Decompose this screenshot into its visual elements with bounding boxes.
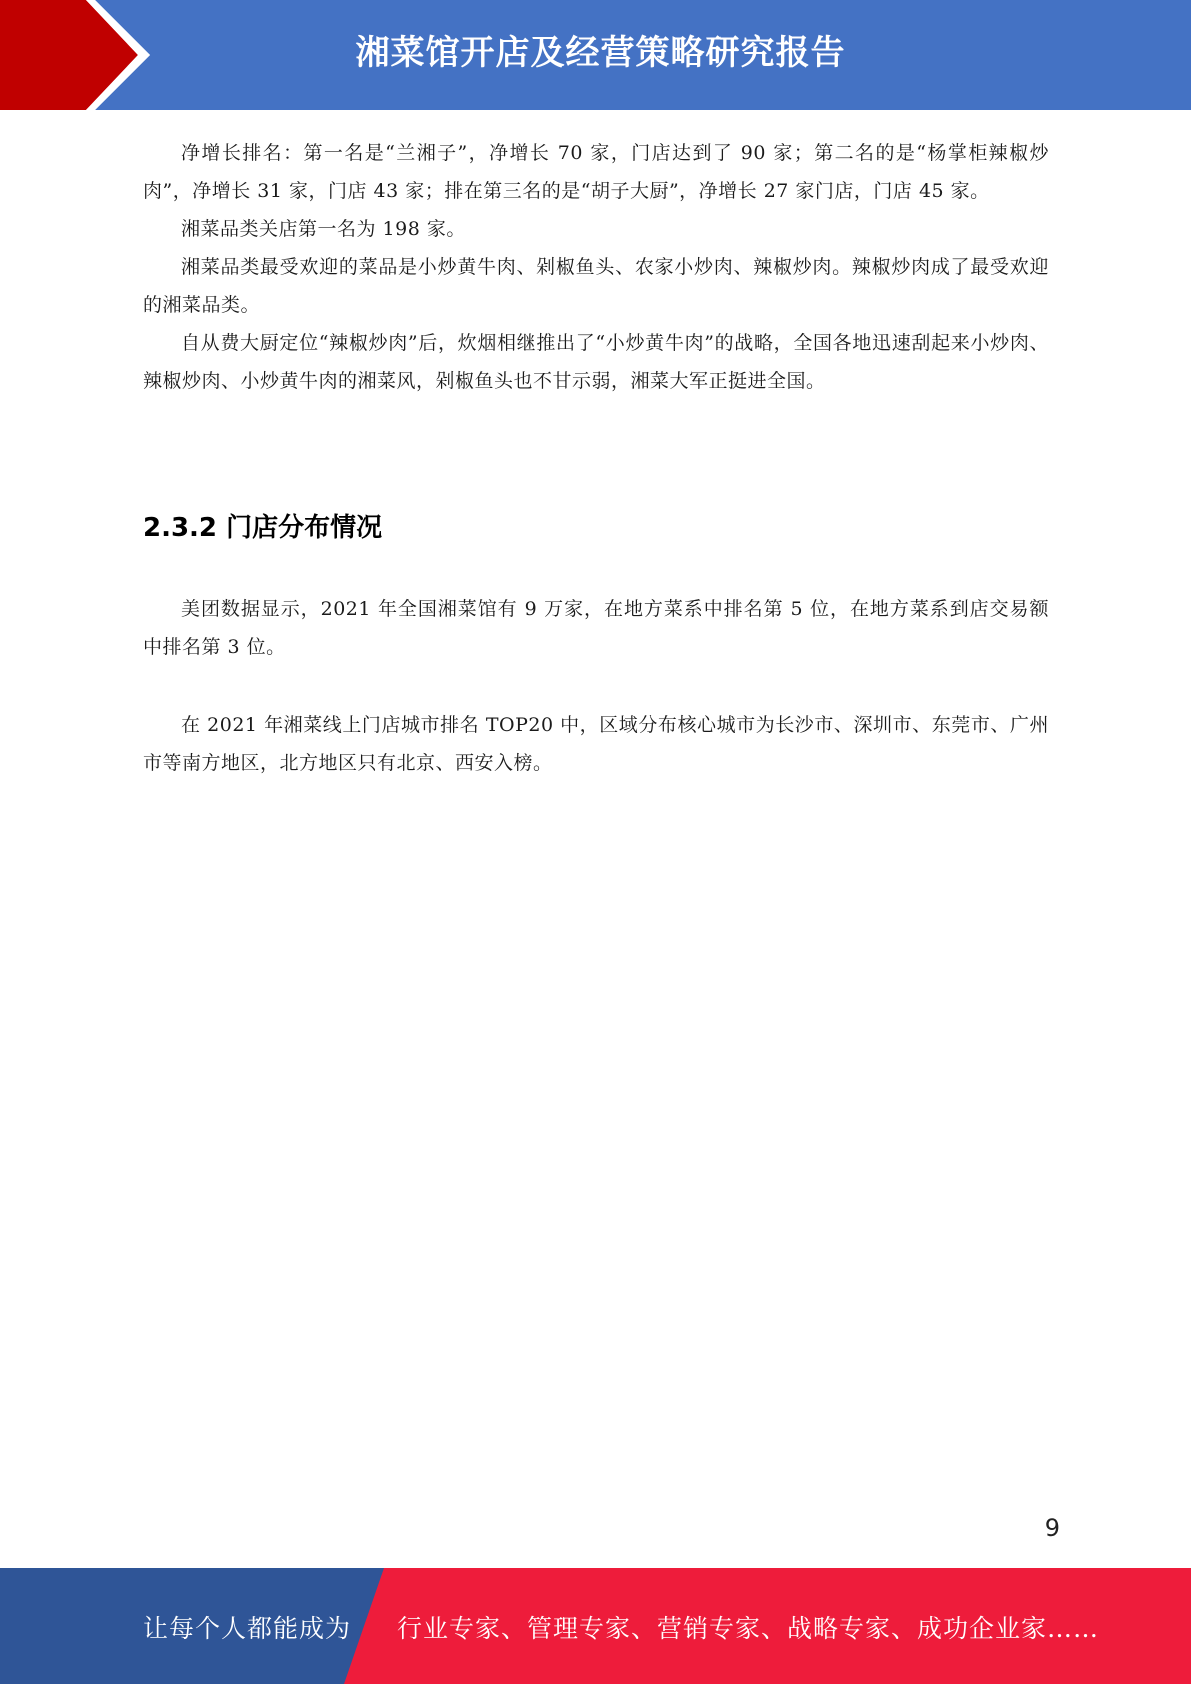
report-title: 湘菜馆开店及经营策略研究报告 — [355, 33, 846, 73]
paragraph-meituan-data: 美团数据显示，2021 年全国湘菜馆有 9 万家，在地方菜系中排名第 5 位，在地方菜系到店交易额中排名第 3 位。 — [143, 598, 1049, 658]
page-footer — [0, 1568, 1191, 1684]
section-heading: 2.3.2 门店分布情况 — [143, 513, 383, 543]
paragraph-growth-ranking: 净增长排名：第一名是“兰湘子”，净增长 70 家，门店达到了 90 家；第二名的是“杨掌柜辣椒炒肉”，净增长 31 家，门店 43 家；排在第三名的是“胡子大厨”，净增长 27 家门店，门店 45 家。 — [143, 142, 1049, 202]
footer-slogan-left: 让每个人都能成为 — [143, 1614, 352, 1643]
section-distribution-text-2 — [143, 706, 1049, 782]
paragraph-closure-ranking: 湘菜品类关店第一名为 198 家。 — [181, 218, 466, 240]
paragraph-popular-dishes: 湘菜品类最受欢迎的菜品是小炒黄牛肉、剁椒鱼头、农家小炒肉、辣椒炒肉。辣椒炒肉成了最受欢迎的湘菜品类。 — [143, 256, 1049, 316]
page-number: 9 — [1044, 1514, 1060, 1542]
section-ranking-text — [143, 134, 1049, 400]
paragraph-trend: 自从费大厨定位“辣椒炒肉”后，炊烟相继推出了“小炒黄牛肉”的战略，全国各地迅速刮起来小炒肉、辣椒炒肉、小炒黄牛肉的湘菜风，剁椒鱼头也不甘示弱，湘菜大军正挺进全国。 — [143, 332, 1049, 392]
footer-slogan-right: 行业专家、管理专家、营销专家、战略专家、成功企业家…… — [397, 1614, 1100, 1643]
section-distribution-text-1 — [143, 590, 1049, 666]
page-header — [0, 0, 1191, 110]
paragraph-city-ranking: 在 2021 年湘菜线上门店城市排名 TOP20 中，区域分布核心城市为长沙市、深圳市、东莞市、广州市等南方地区，北方地区只有北京、西安入榜。 — [143, 714, 1049, 774]
